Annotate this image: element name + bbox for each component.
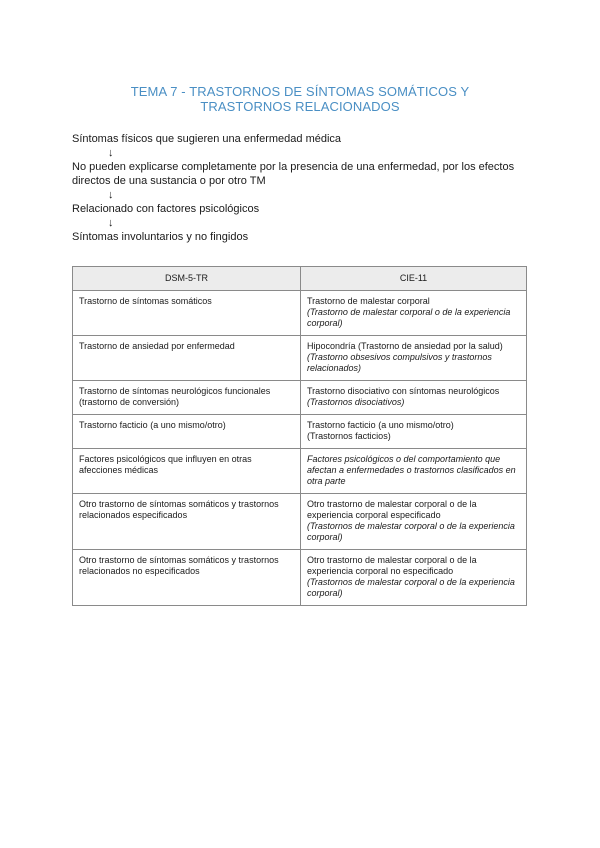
table-row <box>73 291 527 336</box>
cie-cell <box>301 449 527 494</box>
cie-name: Factores psicológicos o del comportamiento que afectan a enfermedades o trastornos clasificados en otra parte <box>307 454 516 486</box>
table-row <box>73 550 527 606</box>
down-arrow-icon: ↓ <box>108 189 114 201</box>
dsm-cell: Trastorno de síntomas neurológicos funcionales (trastorno de conversión) <box>73 381 301 415</box>
flow-step-2b: directos de una sustancia o por otro TM <box>72 175 266 187</box>
flow-step-2a: No pueden explicarse completamente por la presencia de una enfermedad, por los efectos <box>72 161 515 173</box>
classification-comparison-table <box>72 266 527 606</box>
down-arrow-icon: ↓ <box>108 147 114 159</box>
dsm-cell: Trastorno facticio (a uno mismo/otro) <box>73 415 301 449</box>
flow-step-1: Síntomas físicos que sugieren una enfermedad médica <box>72 133 342 145</box>
flow-step-3: Relacionado con factores psicológicos <box>72 203 260 215</box>
down-arrow-icon: ↓ <box>108 217 114 229</box>
cie-cell <box>301 291 527 336</box>
cie-name: Trastorno de malestar corporal <box>307 296 430 306</box>
dsm-cell: Otro trastorno de síntomas somáticos y trastornos relacionados no especificados <box>73 550 301 606</box>
cie-name: Otro trastorno de malestar corporal o de la experiencia corporal no especificado <box>307 555 477 576</box>
dsm-cell: Trastorno de ansiedad por enfermedad <box>73 336 301 381</box>
table-row <box>73 449 527 494</box>
table-row <box>73 415 527 449</box>
table-row <box>73 494 527 550</box>
cie-cell <box>301 415 527 449</box>
page-title-line-1: TEMA 7 - TRASTORNOS DE SÍNTOMAS SOMÁTICOS Y <box>130 84 470 99</box>
cie-category: (Trastorno obsesivos compulsivos y trastornos relacionados) <box>307 352 492 373</box>
cie-cell <box>301 336 527 381</box>
dsm-cell: Factores psicológicos que influyen en otras afecciones médicas <box>73 449 301 494</box>
cie-cell <box>301 494 527 550</box>
cie-name: Otro trastorno de malestar corporal o de la experiencia corporal especificado <box>307 499 477 520</box>
cie-category: (Trastornos de malestar corporal o de la experiencia corporal) <box>307 577 515 598</box>
flow-step-4: Síntomas involuntarios y no fingidos <box>72 231 249 243</box>
table-header-row <box>73 267 527 291</box>
cie-name: Trastorno facticio (a uno mismo/otro) <box>307 420 454 430</box>
cie-name: Hipocondría (Trastorno de ansiedad por la salud) <box>307 341 503 351</box>
symptom-flow <box>72 132 532 244</box>
dsm-cell: Otro trastorno de síntomas somáticos y trastornos relacionados especificados <box>73 494 301 550</box>
cie-category: (Trastornos de malestar corporal o de la experiencia corporal) <box>307 521 515 542</box>
table-row <box>73 336 527 381</box>
header-cie: CIE-11 <box>301 267 527 291</box>
cie-name: Trastorno disociativo con síntomas neurológicos <box>307 386 500 396</box>
cie-cell <box>301 550 527 606</box>
cie-cell <box>301 381 527 415</box>
cie-category: (Trastornos disociativos) <box>307 397 405 407</box>
page-title <box>0 84 600 114</box>
cie-category: (Trastorno de malestar corporal o de la experiencia corporal) <box>307 307 511 328</box>
cie-category: (Trastornos facticios) <box>307 431 391 441</box>
header-dsm: DSM-5-TR <box>73 267 301 291</box>
page-title-line-2: TRASTORNOS RELACIONADOS <box>200 99 400 114</box>
dsm-cell: Trastorno de síntomas somáticos <box>73 291 301 336</box>
table-row <box>73 381 527 415</box>
